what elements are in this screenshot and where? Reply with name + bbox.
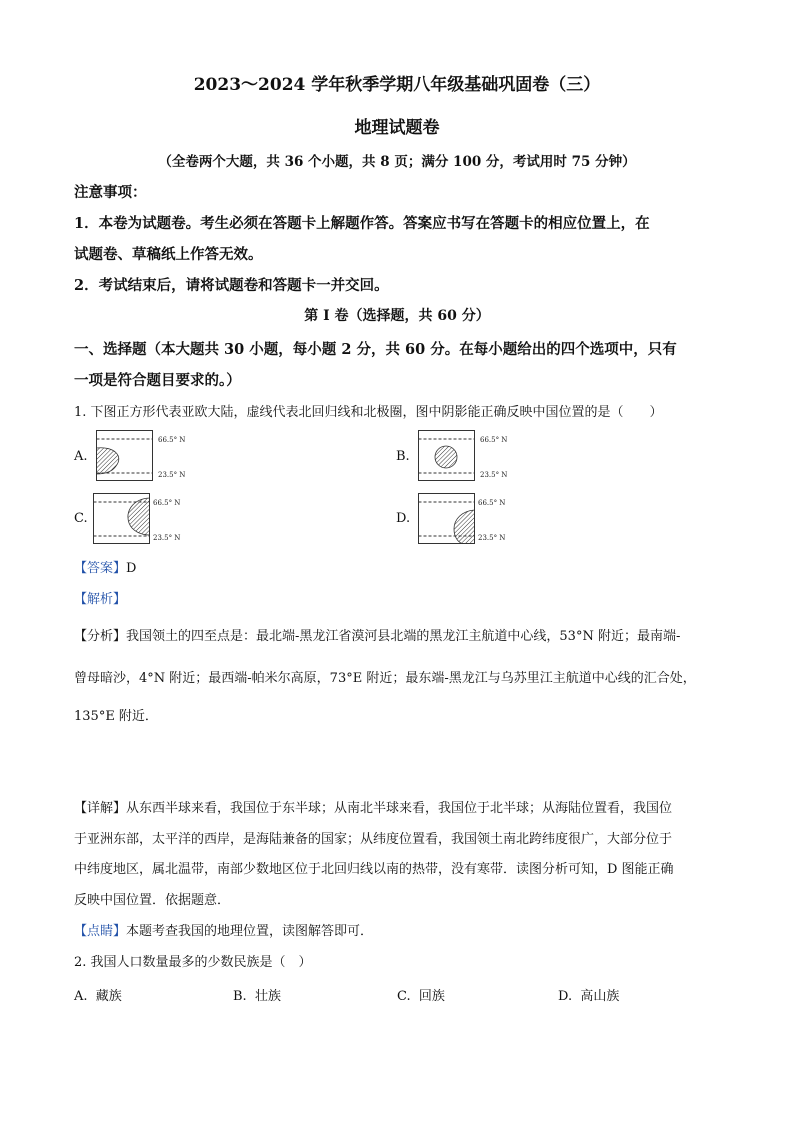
lat-label-top: 66.5° N	[478, 499, 506, 507]
q1-option-d-figure	[418, 493, 518, 547]
analysis-tag: 【解析】	[74, 592, 127, 607]
q2-option-d-label: D.	[558, 989, 573, 1004]
q1-option-a-label: A.	[74, 449, 88, 464]
part-one-heading: 第 I 卷（选择题，共 60 分）	[304, 308, 490, 324]
dianjing-line	[74, 920, 373, 939]
exam-title: 2023～2024 学年秋季学期八年级基础巩固卷（三）	[193, 75, 601, 95]
answer-value: D	[126, 561, 137, 576]
answer-tag: 【答案】	[74, 561, 127, 576]
q2-option-c-text: 回族	[418, 989, 445, 1004]
xiangjie-text-1: 从东西半球来看，我国位于东半球；从南北半球来看，我国位于北半球；从海陆位置看，我国位	[126, 801, 673, 816]
q1-option-d-label: D.	[396, 511, 411, 526]
q2-option-a-label: A.	[74, 989, 88, 1004]
q1-option-c-label: C.	[74, 511, 88, 526]
q2-option-b-text: 壮族	[254, 989, 281, 1004]
question-1-stem: 1. 下图正方形代表亚欧大陆，虚线代表北回归线和北极圈，图中阴影能正确反映中国位置的是（ ）	[74, 405, 663, 420]
xiangjie-line-3: 中纬度地区，属北温带，南部少数地区位于北回归线以南的热带，没有寒带．读图分析可知，D 图能正确	[74, 862, 674, 877]
q2-option-b-label: B.	[233, 989, 247, 1004]
xiangjie-line-2: 于亚洲东部，太平洋的西岸，是海陆兼备的国家；从纬度位置看，我国领土南北跨纬度很广，大部分位于	[74, 832, 673, 847]
question-2-stem: 2. 我国人口数量最多的少数民族是（ ）	[74, 955, 312, 970]
fenxi-line-3: 135°E 附近．	[74, 709, 158, 724]
lat-label-top: 66.5° N	[480, 436, 508, 444]
dianjing-text: 本题考查我国的地理位置，读图解答即可．	[126, 924, 374, 939]
notice-item-2: 2．考试结束后，请将试题卷和答题卡一并交回。	[74, 277, 389, 294]
section-instructions-line-2: 一项是符合题目要求的。）	[74, 372, 241, 389]
lat-label-top: 66.5° N	[153, 499, 181, 507]
q2-option-c	[397, 985, 445, 1004]
exam-meta: （全卷两个大题，共 36 个小题，共 8 页；满分 100 分，考试用时 75 分钟）	[158, 154, 636, 170]
exam-subtitle: 地理试题卷	[354, 118, 440, 138]
q2-option-d-text: 高山族	[580, 989, 620, 1004]
q1-option-c-figure	[93, 493, 193, 547]
fenxi-tag: 【分析】	[74, 629, 127, 644]
notice-item-1-line-1: 1．本卷为试题卷。考生必须在答题卡上解题作答。答案应书写在答题卡的相应位置上，在	[74, 215, 650, 232]
notice-item-1-line-2: 试题卷、草稿纸上作答无效。	[74, 246, 263, 263]
fenxi-line-1	[74, 625, 680, 644]
lat-label-bottom: 23.5° N	[153, 534, 181, 542]
q1-option-a-figure	[96, 430, 196, 484]
xiangjie-tag: 【详解】	[74, 801, 127, 816]
xiangjie-line-4: 反映中国位置．依据题意．	[74, 893, 231, 908]
q1-answer	[74, 557, 136, 576]
section-instructions-line-1: 一、选择题（本大题共 30 小题，每小题 2 分，共 60 分。在每小题给出的四个选项中，只有	[74, 341, 677, 358]
fenxi-text-1: 我国领土的四至点是：最北端-黑龙江省漠河县北端的黑龙江主航道中心线，53°N 附近；最南端-	[126, 629, 681, 644]
q2-option-c-label: C.	[397, 989, 411, 1004]
q2-option-a-text: 藏族	[95, 989, 122, 1004]
dianjing-tag: 【点睛】	[74, 924, 127, 939]
q2-option-b	[233, 985, 281, 1004]
notice-heading: 注意事项：	[74, 184, 147, 201]
lat-label-bottom: 23.5° N	[480, 471, 508, 479]
china-shading	[435, 446, 457, 468]
lat-label-bottom: 23.5° N	[158, 471, 186, 479]
q2-option-d	[558, 985, 619, 1004]
q1-option-b-label: B.	[396, 449, 410, 464]
lat-label-bottom: 23.5° N	[478, 534, 506, 542]
q2-option-a	[74, 985, 122, 1004]
xiangjie-line-1	[74, 797, 672, 816]
q1-option-b-figure	[418, 430, 518, 484]
fenxi-line-2: 曾母暗沙，4°N 附近；最西端-帕米尔高原，73°E 附近；最东端-黑龙江与乌苏里江主航道中心线的汇合处，	[74, 671, 696, 686]
lat-label-top: 66.5° N	[158, 436, 186, 444]
